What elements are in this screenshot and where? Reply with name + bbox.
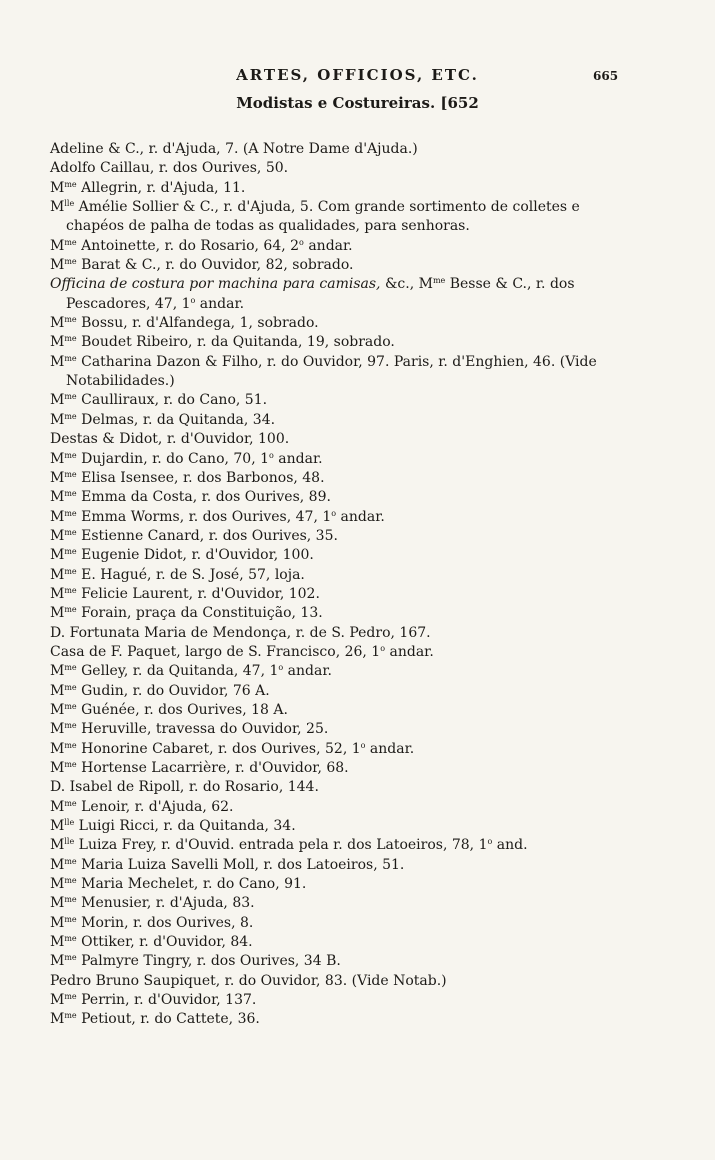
superscript: me bbox=[64, 856, 77, 866]
entry-text: M bbox=[50, 934, 65, 951]
superscript: me bbox=[64, 895, 77, 905]
superscript: me bbox=[64, 450, 77, 460]
entry-text: M bbox=[50, 315, 65, 332]
entry-text: D. Isabel de Ripoll, r. do Rosario, 144. bbox=[50, 779, 319, 796]
directory-entry bbox=[50, 604, 640, 623]
directory-entry bbox=[50, 972, 640, 991]
entry-text: M bbox=[50, 179, 65, 196]
superscript: me bbox=[64, 798, 77, 808]
entry-text: M bbox=[50, 953, 65, 970]
entry-text: Maria Mechelet, r. do Cano, 91. bbox=[76, 876, 307, 893]
entry-text: M bbox=[50, 798, 65, 815]
entry-text: M bbox=[50, 1011, 65, 1028]
entry-text: andar. bbox=[273, 450, 323, 467]
superscript: me bbox=[64, 566, 77, 576]
directory-entry bbox=[50, 527, 640, 546]
directory-entry bbox=[50, 450, 640, 469]
entry-text: Barat & C., r. do Ouvidor, 82, sobrado. bbox=[76, 257, 354, 274]
entry-text: Adolfo Caillau, r. dos Ourives, 50. bbox=[50, 160, 289, 177]
running-head: ARTES, OFFICIOS, ETC. bbox=[236, 66, 479, 84]
directory-entry bbox=[50, 952, 640, 971]
entry-text: Luigi Ricci, r. da Quitanda, 34. bbox=[74, 818, 296, 835]
entry-text: M bbox=[50, 992, 65, 1009]
entry-text: M bbox=[50, 682, 65, 699]
entry-text: Palmyre Tingry, r. dos Ourives, 34 B. bbox=[76, 953, 341, 970]
entry-text: andar. bbox=[195, 295, 245, 312]
directory-entry bbox=[50, 759, 640, 778]
superscript: me bbox=[64, 760, 77, 769]
entry-text: M bbox=[50, 740, 65, 757]
entry-text: Gelley, r. da Quitanda, 47, 1 bbox=[76, 663, 279, 680]
entry-text: M bbox=[50, 914, 65, 931]
entry-text: Luiza Frey, r. d'Ouvid. entrada pela r. dos Latoeiros, 78, 1 bbox=[74, 837, 488, 854]
entry-text: Petiout, r. do Cattete, 36. bbox=[76, 1011, 260, 1028]
directory-entry bbox=[50, 1010, 640, 1029]
entry-text: M bbox=[50, 701, 65, 718]
superscript: me bbox=[64, 605, 77, 615]
superscript: o bbox=[269, 450, 274, 460]
entry-text: Pedro Bruno Saupiquet, r. do Ouvidor, 83. (Vide Notab.) bbox=[50, 972, 447, 989]
superscript: me bbox=[64, 1011, 77, 1021]
directory-entry bbox=[50, 179, 640, 198]
directory-entry bbox=[50, 159, 640, 178]
entry-text: M bbox=[50, 760, 65, 776]
directory-entry bbox=[50, 778, 640, 797]
directory-entry bbox=[50, 643, 640, 662]
entry-text: andar. bbox=[365, 740, 415, 757]
directory-entry bbox=[50, 585, 640, 604]
superscript: o bbox=[190, 295, 196, 305]
superscript: me bbox=[64, 237, 77, 247]
directory-entry bbox=[50, 314, 640, 333]
superscript: me bbox=[64, 547, 77, 557]
directory-entry bbox=[50, 991, 640, 1010]
entry-text: Ottiker, r. d'Ouvidor, 84. bbox=[76, 934, 253, 951]
superscript: me bbox=[64, 934, 77, 944]
superscript: me bbox=[64, 992, 77, 1002]
entry-text: andar. bbox=[336, 508, 385, 525]
entry-text: Catharina Dazon & Filho, r. do Ouvidor, 97. Paris, r. d'Enghien, 46. (Vide Notabilidades.) bbox=[66, 353, 597, 390]
entry-text: D. Fortunata Maria de Mendonça, r. de S. Pedro, 167. bbox=[50, 624, 431, 641]
entry-text: M bbox=[50, 450, 65, 467]
directory-entry bbox=[50, 566, 640, 585]
superscript: me bbox=[64, 953, 77, 963]
entry-text: andar. bbox=[303, 237, 353, 254]
entry-text: M bbox=[50, 605, 65, 622]
entry-text: Caulliraux, r. do Cano, 51. bbox=[76, 392, 268, 409]
entry-text: Maria Luiza Savelli Moll, r. dos Latoeiros, 51. bbox=[76, 856, 405, 873]
superscript: lle bbox=[64, 818, 75, 828]
directory-entry bbox=[50, 856, 640, 875]
entry-text: M bbox=[50, 856, 65, 873]
entry-text: M bbox=[50, 508, 65, 525]
entry-text: Gudin, r. do Ouvidor, 76 A. bbox=[76, 682, 270, 699]
entry-text: Heruville, travessa do Ouvidor, 25. bbox=[76, 721, 329, 738]
superscript: me bbox=[64, 392, 77, 402]
entry-text: Emma da Costa, r. dos Ourives, 89. bbox=[76, 489, 331, 506]
entry-text: Antoinette, r. do Rosario, 64, 2 bbox=[76, 237, 300, 254]
directory-entry bbox=[50, 140, 640, 159]
directory-entry bbox=[50, 198, 640, 237]
superscript: me bbox=[64, 353, 77, 363]
superscript: me bbox=[64, 257, 77, 267]
directory-entry bbox=[50, 488, 640, 507]
entry-text: Destas & Didot, r. d'Ouvidor, 100. bbox=[50, 431, 290, 448]
entry-text: M bbox=[50, 818, 65, 835]
entry-text: E. Hagué, r. de S. José, 57, loja. bbox=[76, 566, 305, 583]
superscript: me bbox=[64, 663, 77, 673]
entry-text: M bbox=[50, 895, 65, 912]
entry-text: Estienne Canard, r. dos Ourives, 35. bbox=[76, 527, 338, 544]
superscript: me bbox=[64, 914, 77, 924]
superscript: me bbox=[64, 489, 77, 499]
entry-text: M bbox=[50, 663, 65, 680]
superscript: me bbox=[64, 585, 77, 595]
entry-text: M bbox=[50, 527, 65, 544]
directory-entry bbox=[50, 333, 640, 352]
superscript: o bbox=[299, 237, 304, 247]
superscript: o bbox=[487, 837, 493, 847]
directory-entry bbox=[50, 894, 640, 913]
entry-text: Felicie Laurent, r. d'Ouvidor, 102. bbox=[76, 585, 320, 602]
entry-text: M bbox=[50, 392, 65, 409]
superscript: me bbox=[64, 508, 77, 518]
entry-text: Delmas, r. da Quitanda, 34. bbox=[76, 411, 276, 428]
entry-text: Bossu, r. d'Alfandega, 1, sobrado. bbox=[76, 315, 319, 332]
superscript: me bbox=[64, 721, 77, 731]
directory-entries bbox=[50, 140, 640, 1030]
entry-text: and. bbox=[492, 837, 528, 854]
superscript: me bbox=[64, 411, 77, 421]
entry-text: Eugenie Didot, r. d'Ouvidor, 100. bbox=[76, 547, 314, 564]
directory-entry bbox=[50, 353, 640, 392]
superscript: o bbox=[278, 663, 284, 673]
entry-text: Forain, praça da Constituição, 13. bbox=[76, 605, 323, 622]
directory-entry bbox=[50, 546, 640, 565]
superscript: me bbox=[64, 740, 77, 750]
directory-entry bbox=[50, 740, 640, 759]
directory-entry bbox=[50, 275, 640, 314]
entry-text: Amélie Sollier & C., r. d'Ajuda, 5. Com grande sortimento de colletes e chapéos de palha de todas as qualidades, para senhoras. bbox=[66, 199, 580, 235]
entry-text: Honorine Cabaret, r. dos Ourives, 52, 1 bbox=[76, 740, 361, 757]
superscript: me bbox=[64, 682, 77, 692]
superscript: me bbox=[64, 334, 77, 344]
directory-entry bbox=[50, 875, 640, 894]
entry-text: Besse & C., r. dos Pescadores, 47, 1 bbox=[66, 276, 575, 312]
entry-text: Boudet Ribeiro, r. da Quitanda, 19, sobrado. bbox=[76, 334, 395, 351]
entry-text: Perrin, r. d'Ouvidor, 137. bbox=[76, 992, 257, 1009]
superscript: lle bbox=[64, 199, 75, 209]
entry-text: M bbox=[50, 411, 65, 428]
entry-text: Dujardin, r. do Cano, 70, 1 bbox=[76, 450, 270, 467]
page-number: 665 bbox=[593, 69, 619, 83]
entry-text: Adeline & C., r. d'Ajuda, 7. (A Notre Dame d'Ajuda.) bbox=[50, 141, 418, 157]
directory-entry bbox=[50, 391, 640, 410]
entry-text: Lenoir, r. d'Ajuda, 62. bbox=[76, 798, 234, 815]
entry-text: M bbox=[50, 257, 65, 274]
superscript: me bbox=[64, 469, 77, 479]
directory-entry bbox=[50, 237, 640, 256]
entry-text: Menusier, r. d'Ajuda, 83. bbox=[76, 895, 255, 912]
directory-entry bbox=[50, 701, 640, 720]
superscript: me bbox=[64, 315, 77, 325]
entry-text: Morin, r. dos Ourives, 8. bbox=[76, 914, 254, 931]
entry-text: andar. bbox=[283, 663, 332, 680]
directory-entry bbox=[50, 624, 640, 643]
directory-entry bbox=[50, 256, 640, 275]
entry-text: M bbox=[50, 566, 65, 583]
entry-text: Officina de costura por machina para camisas, bbox=[50, 276, 385, 293]
superscript: me bbox=[64, 179, 77, 189]
superscript: me bbox=[64, 876, 77, 886]
directory-entry bbox=[50, 817, 640, 836]
superscript: me bbox=[64, 701, 77, 711]
entry-text: andar. bbox=[385, 643, 434, 660]
superscript: o bbox=[331, 508, 337, 518]
entry-text: Casa de F. Paquet, largo de S. Francisco, 26, 1 bbox=[50, 643, 381, 660]
directory-entry bbox=[50, 508, 640, 527]
entry-text: M bbox=[50, 469, 65, 486]
entry-text: Allegrin, r. d'Ajuda, 11. bbox=[76, 179, 246, 196]
directory-entry bbox=[50, 682, 640, 701]
entry-text: M bbox=[50, 237, 65, 254]
entry-text: M bbox=[50, 489, 65, 506]
superscript: me bbox=[432, 276, 446, 286]
entry-text: M bbox=[50, 199, 65, 216]
entry-text: Guénée, r. dos Ourives, 18 A. bbox=[76, 701, 288, 718]
directory-entry bbox=[50, 411, 640, 430]
directory-entry bbox=[50, 662, 640, 681]
superscript: me bbox=[64, 527, 77, 537]
directory-entry bbox=[50, 469, 640, 488]
directory-entry bbox=[50, 836, 640, 855]
directory-entry bbox=[50, 430, 640, 449]
section-title: Modistas e Costureiras. [652 bbox=[236, 94, 479, 112]
directory-entry bbox=[50, 720, 640, 739]
directory-entry bbox=[50, 914, 640, 933]
entry-text: &c., M bbox=[384, 276, 433, 293]
entry-text: M bbox=[50, 353, 65, 370]
directory-entry bbox=[50, 933, 640, 952]
entry-text: Hortense Lacarrière, r. d'Ouvidor, 68. bbox=[76, 760, 349, 776]
superscript: o bbox=[380, 643, 386, 653]
entry-text: M bbox=[50, 547, 65, 564]
superscript: lle bbox=[64, 837, 75, 847]
superscript: o bbox=[360, 740, 366, 750]
entry-text: M bbox=[50, 721, 65, 738]
directory-entry bbox=[50, 798, 640, 817]
entry-text: M bbox=[50, 585, 65, 602]
entry-text: M bbox=[50, 876, 65, 893]
entry-text: Emma Worms, r. dos Ourives, 47, 1 bbox=[76, 508, 332, 525]
entry-text: M bbox=[50, 334, 65, 351]
entry-text: M bbox=[50, 837, 65, 854]
entry-text: Elisa Isensee, r. dos Barbonos, 48. bbox=[76, 469, 325, 486]
